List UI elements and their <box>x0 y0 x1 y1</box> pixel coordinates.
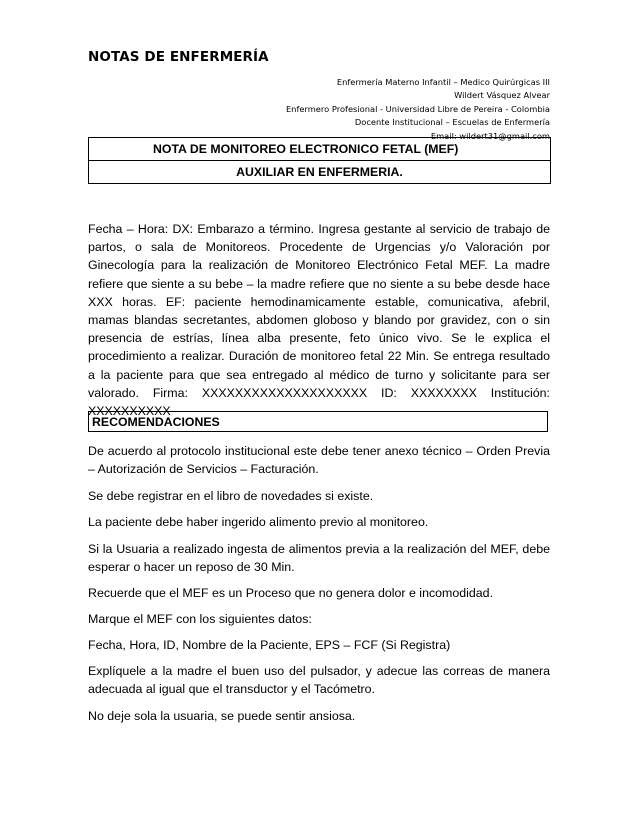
recommendation-item: La paciente debe haber ingerido alimento previo al monitoreo. <box>88 515 429 529</box>
recommendation-item: Si la Usuaria a realizado ingesta de alimentos previa a la realización del MEF, debe esperar o hacer un reposo de 30 Min. <box>88 542 550 575</box>
header-line-course: Enfermería Materno Infantil – Medico Quirúrgicas III <box>336 77 550 87</box>
recommendation-item: Recuerde que el MEF es un Proceso que no genera dolor e incomodidad. <box>88 586 494 600</box>
recommendation-item: Explíquele a la madre el buen uso del pulsador, y adecue las correas de manera adecuada al igual que el transductor y el Tacómetro. <box>88 664 550 697</box>
note-title: NOTA DE MONITOREO ELECTRONICO FETAL (MEF) <box>89 138 550 161</box>
recommendations-heading: RECOMENDACIONES <box>88 411 548 432</box>
header-line-email: Email: wildert31@gmail.com <box>430 130 550 141</box>
note-title-box <box>88 137 551 184</box>
header-line-author: Wildert Vásquez Alvear <box>454 90 550 101</box>
document-title: NOTAS DE ENFERMERÍA <box>88 49 269 65</box>
recommendation-item: No deje sola la usuaria, se puede sentir ansiosa. <box>88 709 356 723</box>
header-line-role: Docente Institucional – Escuelas de Enfermería <box>354 117 550 128</box>
note-body: Fecha – Hora: DX: Embarazo a término. Ingresa gestante al servicio de trabajo de partos, o sala de Monitoreos. Procedente de Urgencias y/o Valoración por Ginecología para la realización de Monitoreo Electrónico Fetal MEF. La madre refiere que siente a su bebe – la madre refiere que no siente a su bebe desde hace XXX horas. EF: paciente hemodinamicamente estable, comunicativa, afebril, mamas blandas secretantes, abdomen globoso y blando por gravidez, con o sin presencia de estrías, línea alba presente, feto único vivo. Se le explica el procedimiento a realizar. Duración de monitoreo fetal 22 Min. Se entrega resultado a la paciente para que sea entregado al médico de turno y solicitante para ser valorado. Firma: XXXXXXXXXXXXXXXXXXXX ID: XXXXXXXX Institución: XXXXXXXXXX <box>88 222 550 419</box>
recommendation-item: Marque el MEF con los siguientes datos: <box>88 612 312 626</box>
header-line-profession: Enfermero Profesional - Universidad Libre de Pereira - Colombia <box>285 103 550 114</box>
note-subtitle: AUXILIAR EN ENFERMERIA. <box>89 161 550 184</box>
author-header <box>286 76 550 143</box>
recommendation-item: Se debe registrar en el libro de novedades si existe. <box>88 489 374 503</box>
recommendation-item: Fecha, Hora, ID, Nombre de la Paciente, EPS – FCF (Si Registra) <box>88 638 451 652</box>
recommendation-item: De acuerdo al protocolo institucional este debe tener anexo técnico – Orden Previa – Autorización de Servicios – Facturación. <box>88 444 550 477</box>
